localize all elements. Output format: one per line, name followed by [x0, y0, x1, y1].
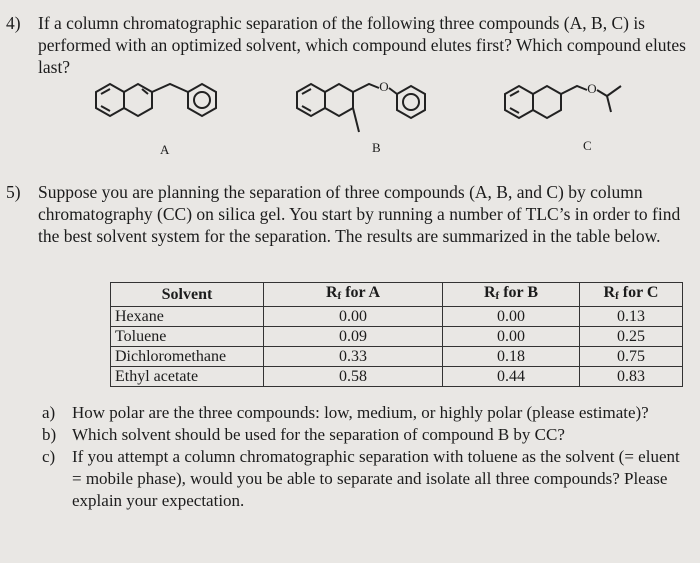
- question-5-parts: [42, 402, 682, 512]
- solvent-cell: Dichloromethane: [111, 347, 264, 367]
- solvent-cell: Toluene: [111, 327, 264, 347]
- table-row: [111, 347, 683, 367]
- solvent-cell: Ethyl acetate: [111, 367, 264, 387]
- header-rf-a: Rf for A: [264, 283, 443, 307]
- part-label: b): [42, 425, 57, 444]
- rf-c-cell: 0.83: [580, 367, 683, 387]
- question-5b: [42, 424, 682, 446]
- compound-c-label: C: [583, 138, 592, 153]
- compound-c-structure: [495, 80, 635, 155]
- header-rf-b: Rf for B: [443, 283, 580, 307]
- header-rf-c: Rf for C: [580, 283, 683, 307]
- rf-a-cell: 0.58: [264, 367, 443, 387]
- compound-b-oxygen: O: [379, 80, 389, 94]
- question-5a: [42, 402, 682, 424]
- rf-table-header: [111, 283, 683, 307]
- header-solvent: Solvent: [111, 283, 264, 307]
- part-text: How polar are the three compounds: low, medium, or highly polar (please estimate)?: [72, 403, 649, 422]
- table-row: [111, 327, 683, 347]
- question-4-number: 4): [6, 13, 21, 33]
- compound-c-oxygen: O: [587, 81, 597, 96]
- table-row: [111, 367, 683, 387]
- rf-c-cell: 0.13: [580, 307, 683, 327]
- compound-a-label: A: [160, 142, 170, 157]
- part-text: Which solvent should be used for the separation of compound B by CC?: [72, 425, 565, 444]
- rf-a-cell: 0.00: [264, 307, 443, 327]
- rf-a-cell: 0.33: [264, 347, 443, 367]
- question-5: [6, 181, 686, 247]
- part-label: c): [42, 447, 56, 466]
- rf-a-cell: 0.09: [264, 327, 443, 347]
- rf-table: [110, 282, 683, 387]
- compound-a-structure: [80, 80, 230, 155]
- part-label: a): [42, 403, 56, 422]
- question-5-number: 5): [6, 182, 21, 202]
- table-row: [111, 307, 683, 327]
- rf-c-cell: 0.75: [580, 347, 683, 367]
- question-5-text: Suppose you are planning the separation of three compounds (A, B, and C) by column chromatography (CC) on silica gel. You start by running a number of TLC’s in order to find the best solvent system for the separation. The results are summarized in the table below.: [38, 182, 681, 246]
- compound-b-label: B: [372, 140, 381, 155]
- rf-b-cell: 0.00: [443, 307, 580, 327]
- part-text: If you attempt a column chromatographic separation with toluene as the solvent (= eluent = mobile phase), would you be able to separate and isolate all three compounds? Please explain your expectation.: [72, 447, 680, 510]
- solvent-cell: Hexane: [111, 307, 264, 327]
- compound-b-structure: [285, 80, 445, 155]
- rf-b-cell: 0.44: [443, 367, 580, 387]
- rf-b-cell: 0.18: [443, 347, 580, 367]
- question-4-text: If a column chromatographic separation of the following three compounds (A, B, C) is performed with an optimized solvent, which compound elutes first? Which compound elutes last?: [38, 13, 686, 77]
- rf-b-cell: 0.00: [443, 327, 580, 347]
- question-5c: [42, 446, 682, 512]
- rf-c-cell: 0.25: [580, 327, 683, 347]
- question-4: [6, 12, 686, 78]
